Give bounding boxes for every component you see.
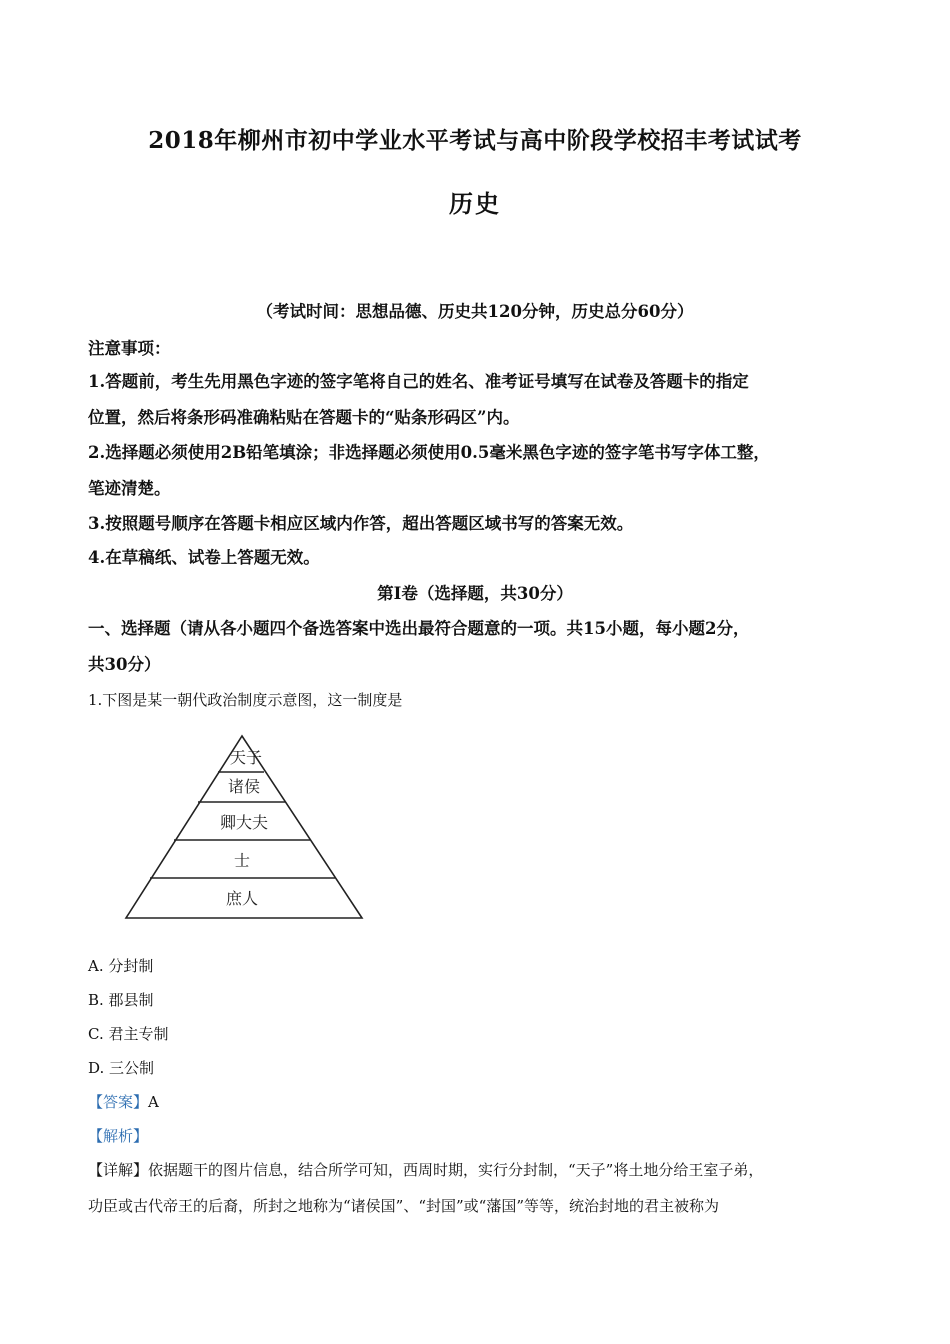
notes-heading: 注意事项： — [88, 339, 171, 358]
analysis-tag: 【解析】 — [88, 1127, 149, 1145]
option-c: C. 君主专制 — [88, 1025, 169, 1043]
pyramid-level-label: 天子 — [229, 748, 263, 767]
question-stem: 1.下图是某一朝代政治制度示意图，这一制度是 — [88, 691, 403, 709]
note-line: 2.选择题必须使用2B铅笔填涂；非选择题必须使用0.5毫米黑色字迹的签字笔书写字体工整， — [88, 443, 770, 462]
note-line: 位置，然后将条形码准确粘贴在答题卡的“贴条形码区”内。 — [88, 408, 520, 427]
hierarchy-pyramid-diagram — [120, 730, 370, 930]
answer-value: A — [148, 1093, 159, 1111]
exam-title: 2018年柳州市初中学业水平考试与高中阶段学校招丰考试试考 — [148, 127, 802, 154]
note-line: 3.按照题号顺序在答题卡相应区域内作答，超出答题区域书写的答案无效。 — [88, 514, 634, 533]
subject-title: 历史 — [449, 189, 501, 218]
exam-time: （考试时间：思想品德、历史共120分钟，历史总分60分） — [256, 302, 694, 321]
note-line: 1.答题前，考生先用黑色字迹的签字笔将自己的姓名、准考证号填写在试卷及答题卡的指定 — [88, 372, 749, 391]
section-title: 第Ⅰ卷（选择题，共30分） — [377, 584, 573, 603]
option-a: A. 分封制 — [88, 957, 154, 975]
pyramid-level-label: 诸侯 — [227, 777, 261, 796]
option-b: B. 郡县制 — [88, 991, 154, 1009]
pyramid-level-label: 卿大夫 — [219, 813, 269, 832]
section-instruction: 共30分） — [88, 655, 161, 674]
section-instruction: 一、选择题（请从各小题四个备选答案中选出最符合题意的一项。共15小题，每小题2分， — [88, 619, 750, 638]
note-line: 4.在草稿纸、试卷上答题无效。 — [88, 548, 320, 567]
option-d: D. 三公制 — [88, 1059, 155, 1077]
answer-line — [88, 1090, 888, 1114]
pyramid-level-label: 士 — [233, 851, 251, 870]
detail-line: 【详解】依据题干的图片信息，结合所学可知，西周时期，实行分封制，“天子”将土地分给王室子弟， — [88, 1161, 764, 1179]
note-line: 笔迹清楚。 — [88, 479, 171, 498]
pyramid-level-label: 庶人 — [225, 889, 259, 908]
answer-tag: 【答案】 — [88, 1093, 149, 1111]
detail-line: 功臣或古代帝王的后裔，所封之地称为“诸侯国”、“封国”或“藩国”等等，统治封地的君主被称为 — [88, 1197, 720, 1215]
